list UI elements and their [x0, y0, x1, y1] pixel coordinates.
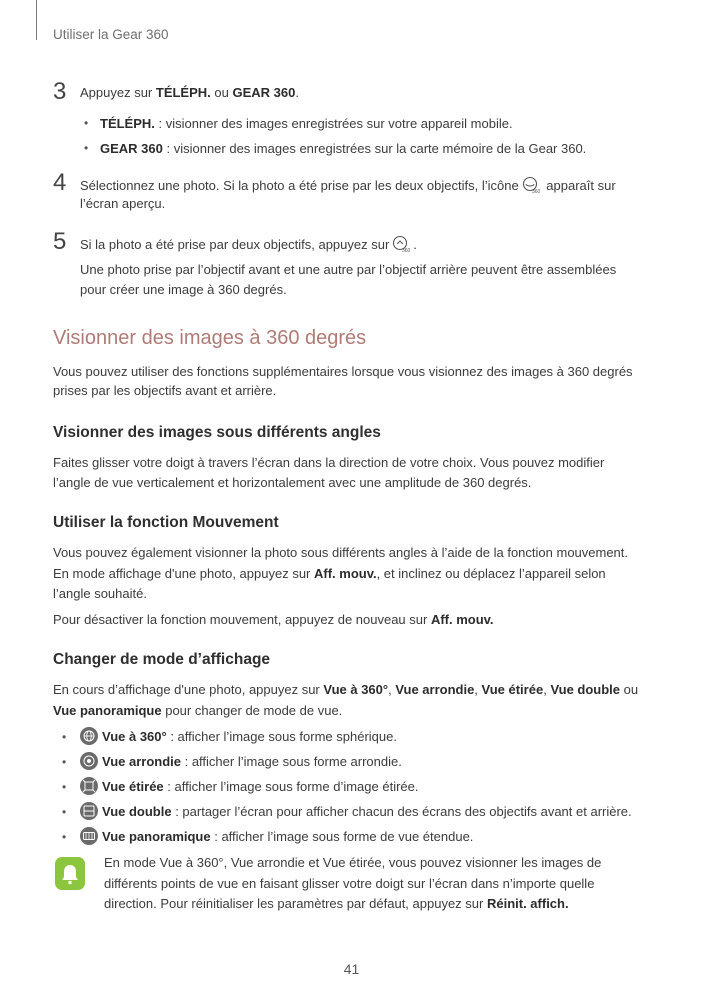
bullet-marker: •	[62, 755, 67, 769]
step-3-text: Appuyez sur TÉLÉPH. ou GEAR 360.	[80, 85, 299, 100]
note-line-3: direction. Pour réinitialiser les paramètres par défaut, appuyez sur Réinit. affich.	[104, 896, 569, 911]
header-rule	[36, 0, 37, 40]
round-view-icon[interactable]	[80, 752, 98, 770]
step-5-line-2: Une photo prise par l’objectif avant et une autre par l’objectif arrière peuvent être assemblées	[80, 262, 617, 277]
mode-panorama-text: Vue panoramique : afficher l’image sous forme de vue étendue.	[102, 829, 474, 844]
section-title: Visionner des images à 360 degrés	[53, 327, 367, 349]
dual-lens-360-icon	[521, 176, 541, 194]
angles-line-2: l’angle de vue verticalement et horizontalement avec une amplitude de 360 degrés.	[53, 475, 532, 490]
bullet-marker: •	[84, 141, 89, 155]
viewmode-line-2: Vue panoramique pour changer de mode de vue.	[53, 703, 343, 718]
svg-text:360: 360	[531, 189, 541, 194]
step-5-line-1: Si la photo a été prise par deux objectifs, appuyez sur 360 .	[80, 237, 417, 253]
step-5-line-3: pour créer une image à 360 degrés.	[80, 282, 287, 297]
page-header: Utiliser la Gear 360	[53, 27, 169, 42]
mode-stretch-text: Vue étirée : afficher l’image sous forme d’image étirée.	[102, 779, 419, 794]
bullet-marker: •	[62, 805, 67, 819]
motion-line-1: Vous pouvez également visionner la photo sous différents angles à l’aide de la fonction mouvement.	[53, 545, 629, 560]
section-intro-2: prises par les objectifs avant et arrière.	[53, 383, 277, 398]
step-number-3: 3	[53, 78, 67, 105]
motion-line-3: l’angle souhaité.	[53, 586, 147, 601]
bullet-teleph: TÉLÉPH. : visionner des images enregistrées sur votre appareil mobile.	[100, 116, 513, 131]
note-icon-box	[55, 857, 85, 890]
bell-icon	[55, 857, 85, 890]
motion-line-4: Pour désactiver la fonction mouvement, appuyez de nouveau sur Aff. mouv.	[53, 612, 494, 627]
globe-icon[interactable]	[80, 727, 98, 745]
bullet-gear360: GEAR 360 : visionner des images enregistrées sur la carte mémoire de la Gear 360.	[100, 141, 587, 156]
mode-dual-text: Vue double : partager l’écran pour afficher chacun des écrans des objectifs avant et arrière.	[102, 804, 632, 819]
step-number-4: 4	[53, 169, 67, 196]
bullet-marker: •	[62, 780, 67, 794]
angles-heading: Visionner des images sous différents angles	[53, 424, 381, 441]
svg-text:360: 360	[402, 248, 411, 253]
panorama-view-icon[interactable]	[80, 827, 98, 845]
mode-round-text: Vue arrondie : afficher l’image sous forme arrondie.	[102, 754, 402, 769]
bullet-marker: •	[62, 730, 67, 744]
page-number: 41	[343, 961, 360, 977]
section-intro-1: Vous pouvez utiliser des fonctions supplémentaires lorsque vous visionnez des images à 360 degrés	[53, 364, 633, 379]
viewmode-heading: Changer de mode d’affichage	[53, 651, 271, 668]
viewmode-line-1: En cours d’affichage d'une photo, appuyez sur Vue à 360°, Vue arrondie, Vue étirée, Vue double ou	[53, 682, 639, 697]
note-line-2: différents points de vue en faisant glisser votre doigt sur l’écran dans n’importe quelle	[104, 876, 595, 891]
bullet-marker: •	[62, 830, 67, 844]
motion-line-2: En mode affichage d'une photo, appuyez sur Aff. mouv., et inclinez ou déplacez l’appareil selon	[53, 566, 606, 581]
step-4-line-1: Sélectionnez une photo. Si la photo a été prise par les deux objectifs, l’icône 360 apparaît sur	[80, 178, 616, 194]
stitch-360-icon	[391, 235, 411, 253]
step-4-line-2: l’écran aperçu.	[80, 196, 166, 211]
step-number-5: 5	[53, 228, 67, 255]
note-line-1: En mode Vue à 360°, Vue arrondie et Vue étirée, vous pouvez visionner les images de	[104, 855, 602, 870]
stretch-view-icon[interactable]	[80, 777, 98, 795]
bullet-marker: •	[84, 116, 89, 130]
mode-360-text: Vue à 360° : afficher l’image sous forme sphérique.	[102, 729, 397, 744]
angles-line-1: Faites glisser votre doigt à travers l’écran dans la direction de votre choix. Vous pouvez modifier	[53, 455, 605, 470]
dual-view-icon[interactable]	[80, 802, 98, 820]
motion-heading: Utiliser la fonction Mouvement	[53, 514, 279, 531]
